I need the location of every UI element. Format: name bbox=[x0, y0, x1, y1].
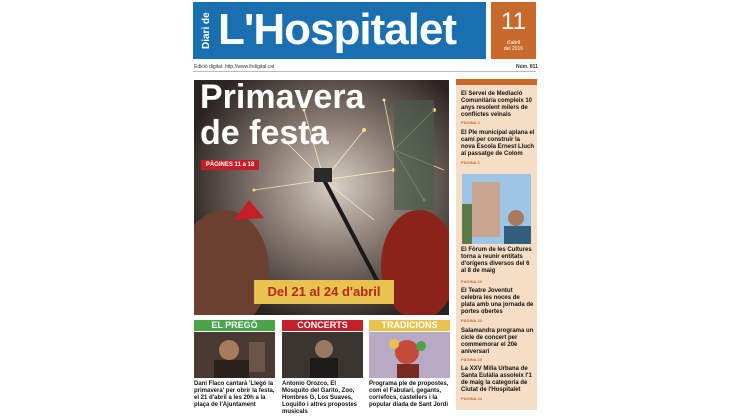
sidebar-page-ref: PÀGINA 24 bbox=[461, 396, 482, 401]
sidebar-page-ref: PÀGINA 22 bbox=[461, 318, 482, 323]
sidebar-news-item[interactable]: Salamandra programa un cicle de concert per commemorar el 20è aniversari bbox=[461, 328, 534, 355]
section-photo-tradicions[interactable] bbox=[369, 332, 450, 378]
issue-number: Núm. 811 bbox=[516, 64, 538, 70]
sidebar-news-item[interactable]: La XXV Milla Urbana de Santa Eulàlia assoleix l'1 de maig la categoria de Ciutat de l'Hospitalet bbox=[461, 366, 532, 393]
festival-dates-band: Del 21 al 24 d'abril bbox=[254, 280, 394, 304]
date-subtitle bbox=[491, 40, 536, 52]
date-year: del 2016 bbox=[503, 46, 524, 52]
newspaper-title[interactable]: L'Hospitalet bbox=[218, 5, 457, 54]
giant-figure-photo-art bbox=[369, 332, 450, 378]
singer-photo-art bbox=[194, 332, 275, 378]
sidebar-news-item[interactable]: El Fòrum de les Cultures torna a reunir entitats d'orígens diversos del 6 al 8 de maig bbox=[461, 247, 532, 274]
date-month: d'abril bbox=[506, 40, 521, 46]
section-photo-concerts[interactable] bbox=[282, 332, 363, 378]
sidebar-page-ref: PÀGINA 20 bbox=[461, 279, 482, 284]
section-text-prego[interactable]: Dani Flaco cantarà 'Llegó la primavera' per obrir la festa, el 21 d'abril a les 20h a la plaça de l'Ajuntament bbox=[194, 381, 275, 408]
sidebar-page-ref: PÀGINA 23 bbox=[461, 357, 482, 362]
sidebar-top-bar bbox=[456, 79, 537, 85]
edition-link[interactable]: Edició digital: http://www.lhdigital.cat bbox=[194, 64, 275, 70]
school-building-photo-art bbox=[462, 174, 531, 244]
musician-photo-art bbox=[282, 332, 363, 378]
masthead-divider bbox=[193, 71, 536, 72]
section-header-concerts[interactable]: CONCERTS bbox=[282, 320, 363, 331]
date-day: 11 bbox=[501, 8, 526, 35]
cover-headline-line1[interactable]: Primavera bbox=[200, 78, 365, 116]
pages-badge: PÀGINES 11 a 18 bbox=[201, 160, 259, 170]
sidebar-photo[interactable] bbox=[462, 174, 531, 244]
sidebar-page-ref: PÀGINA 3 bbox=[461, 120, 480, 125]
sidebar-news-item[interactable]: El Ple municipal aplana el camí per construir la nova Escola Ernest Lluch al passatge de Colom bbox=[461, 130, 535, 157]
sidebar-news-item[interactable]: El Servei de Mediació Comunitària compleix 10 anys resolent milers de conflictes veïnals bbox=[461, 91, 533, 118]
section-photo-prego[interactable] bbox=[194, 332, 275, 378]
sidebar-page-ref: PÀGINA 6 bbox=[461, 160, 480, 165]
cover-headline-line2[interactable]: de festa bbox=[200, 114, 329, 152]
section-text-concerts[interactable]: Antonio Orozco, El Mosquito del Garito, Zoo, Hombres G, Los Suaves, Loquillo i altres propostes musicals bbox=[282, 381, 358, 415]
section-text-tradicions[interactable]: Programa ple de propostes, com el Fabulari, gegants, correfocs, castellers i la popular diada de Sant Jordi bbox=[369, 381, 449, 408]
section-header-prego[interactable]: EL PREGÓ bbox=[194, 320, 275, 331]
masthead-prefix: Diari de bbox=[201, 12, 212, 50]
section-header-tradicions[interactable]: TRADICIONS bbox=[369, 320, 450, 331]
sidebar-news-item[interactable]: El Teatre Joventut celebra les noces de plata amb una jornada de portes obertes bbox=[461, 288, 534, 315]
